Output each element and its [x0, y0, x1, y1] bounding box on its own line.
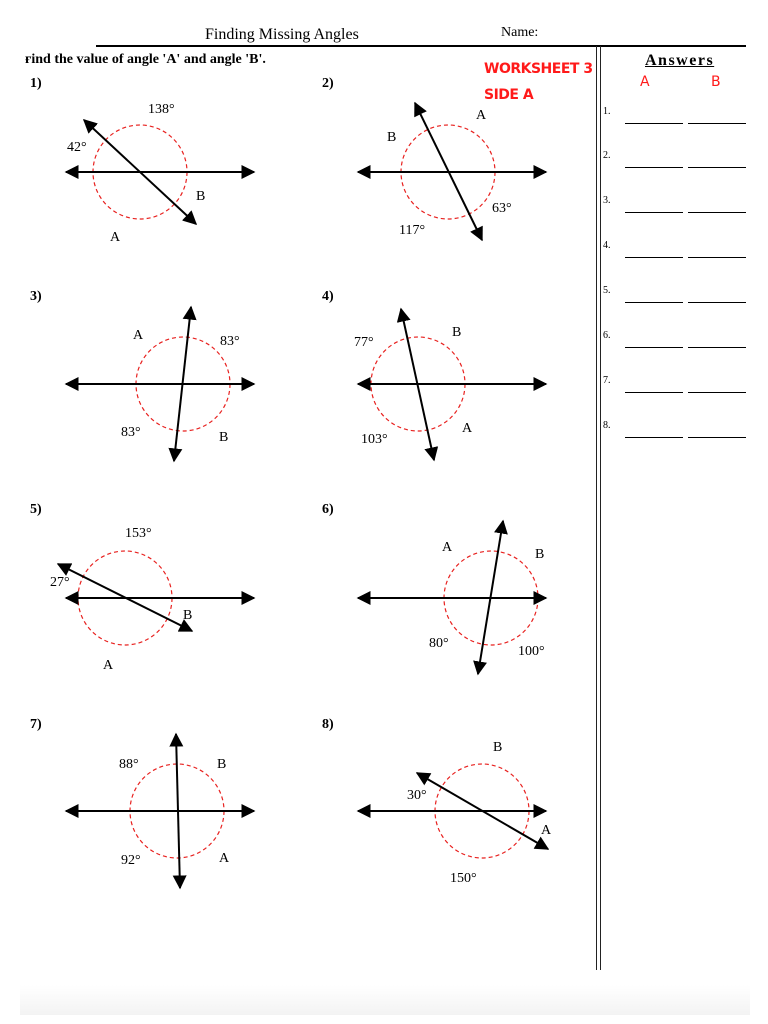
angle-label: A [442, 540, 453, 555]
angle-label: 153° [125, 526, 152, 541]
answers-col-b: B [711, 74, 721, 90]
instructions: ғind the value of angle 'A' and angle 'B'. [25, 52, 266, 67]
angle-label: A [110, 230, 121, 245]
angle-label: A [476, 108, 487, 123]
problem-number: 2) [322, 76, 334, 91]
answer-row-number: 6. [603, 330, 611, 341]
answer-row-number: 1. [603, 106, 611, 117]
angle-label: 42° [67, 140, 87, 155]
angle-label: 27° [50, 575, 70, 590]
angle-label: 77° [354, 335, 374, 350]
worksheet-number: WORKSHEET 3 [484, 61, 593, 77]
angle-label: B [387, 130, 397, 145]
angle-label: A [462, 421, 473, 436]
angle-label: 117° [399, 223, 426, 238]
figure-7 [66, 734, 254, 888]
answer-row-number: 8. [603, 420, 611, 431]
figure-6 [358, 521, 546, 674]
angle-label: B [452, 325, 462, 340]
answer-row-number: 3. [603, 195, 611, 206]
problem-number: 5) [30, 502, 42, 517]
angle-label: B [196, 189, 206, 204]
problem-number: 4) [322, 289, 334, 304]
angle-label: B [219, 430, 229, 445]
angle-label: 103° [361, 432, 388, 447]
angle-label: 83° [121, 425, 141, 440]
angle-label: 138° [148, 102, 175, 117]
angle-label: B [493, 740, 503, 755]
angle-label: 150° [450, 871, 477, 886]
angle-label: 88° [119, 757, 139, 772]
figure-5 [50, 526, 254, 673]
angle-label: 80° [429, 636, 449, 651]
answers-col-a: A [640, 74, 650, 90]
angle-label: 63° [492, 201, 512, 216]
angle-label: B [217, 757, 227, 772]
problem-number: 6) [322, 502, 334, 517]
figure-2 [358, 103, 546, 240]
angle-label: A [219, 851, 230, 866]
worksheet-title: Finding Missing Angles [205, 26, 359, 43]
angle-label: 100° [518, 644, 545, 659]
answer-row-number: 2. [603, 150, 611, 161]
answer-row-number: 4. [603, 240, 611, 251]
page-footer-fade [20, 985, 750, 1015]
worksheet-side: SIDE A [484, 87, 534, 103]
angle-label: A [541, 823, 552, 838]
angle-label: A [103, 658, 114, 673]
problem-number: 1) [30, 76, 42, 91]
figure-4 [354, 309, 546, 460]
angle-label: 83° [220, 334, 240, 349]
angle-label: B [535, 547, 545, 562]
figure-8 [358, 740, 552, 886]
problem-number: 8) [322, 717, 334, 732]
angle-label: B [183, 608, 193, 623]
problem-number: 7) [30, 717, 42, 732]
answer-row-number: 5. [603, 285, 611, 296]
answers-title: Answers [645, 52, 715, 69]
angle-label: A [133, 328, 144, 343]
figure-3 [66, 307, 254, 461]
angle-label: 92° [121, 853, 141, 868]
figure-1 [66, 102, 254, 245]
answer-row-number: 7. [603, 375, 611, 386]
angle-label: 30° [407, 788, 427, 803]
problem-number: 3) [30, 289, 42, 304]
name-label: Name: [501, 25, 539, 40]
